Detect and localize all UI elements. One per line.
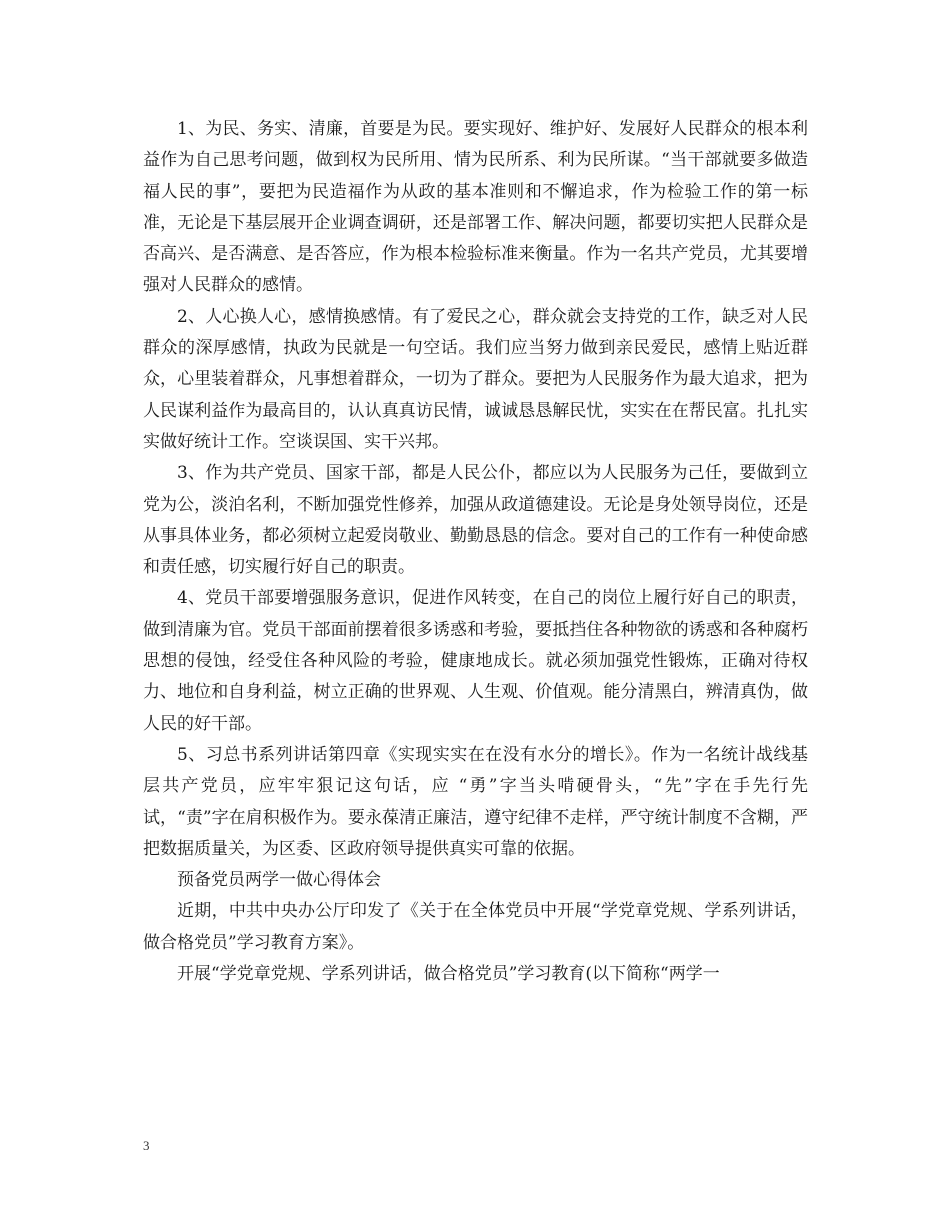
section-heading: 预备党员两学一做心得体会 (177, 870, 381, 891)
paragraph-5: 5、习总书系列讲话第四章《实现实实在在没有水分的增长》。作为一名统计战线基层共产党员，应牢牢狠记这句话，应 “勇”字当头啃硬骨头，“先”字在手先行先试，“责”字在肩积极作为。要永葆清正廉洁，遵守纪律不走样，严守统计制度不含糊，严把数据质量关，为区委、区政府领导提供真实可靠的依据。 (143, 744, 808, 859)
paragraph-6: 近期，中共中央办公厅印发了《关于在全体党员中开展“学党章党规、学系列讲话，做合格党员”学习教育方案》。 (143, 901, 808, 953)
paragraph-3: 3、作为共产党员、国家干部，都是人民公仆，都应以为人民服务为己任，要做到立党为公，淡泊名利，不断加强党性修养，加强从政道德建设。无论是身处领导岗位，还是从事具体业务，都必须树立起爱岗敬业、勤勤恳恳的信念。要对自己的工作有一种使命感和责任感，切实履行好自己的职责。 (143, 463, 808, 578)
page-number: 3 (143, 1138, 150, 1153)
paragraph-7: 开展“学党章党规、学系列讲话，做合格党员”学习教育(以下简称“两学一 (177, 964, 720, 985)
document-body (143, 114, 808, 990)
paragraph-4: 4、党员干部要增强服务意识，促进作风转变，在自己的岗位上履行好自己的职责，做到清廉为官。党员干部面前摆着很多诱惑和考验，要抵挡住各种物欲的诱惑和各种腐朽思想的侵蚀，经受住各种风险的考验，健康地成长。就必须加强党性锻炼，正确对待权力、地位和自身利益，树立正确的世界观、人生观、价值观。能分清黑白，辨清真伪，做人民的好干部。 (143, 588, 808, 734)
paragraph-2: 2、人心换人心，感情换感情。有了爱民之心，群众就会支持党的工作，缺乏对人民群众的深厚感情，执政为民就是一句空话。我们应当努力做到亲民爱民，感情上贴近群众，心里装着群众，凡事想着群众，一切为了群众。要把为人民服务作为最大追求，把为人民谋利益作为最高目的，认认真真访民情，诚诚恳恳解民忧，实实在在帮民富。扎扎实实做好统计工作。空谈误国、实干兴邦。 (143, 306, 808, 452)
paragraph-1: 1、为民、务实、清廉，首要是为民。要实现好、维护好、发展好人民群众的根本利益作为自己思考问题，做到权为民所用、情为民所系、利为民所谋。“当干部就要多做造福人民的事”，要把为民造福作为从政的基本准则和不懈追求，作为检验工作的第一标准，无论是下基层展开企业调查调研，还是部署工作、解决问题，都要切实把人民群众是否高兴、是否满意、是否答应，作为根本检验标准来衡量。作为一名共产党员，尤其要增强对人民群众的感情。 (143, 119, 808, 296)
